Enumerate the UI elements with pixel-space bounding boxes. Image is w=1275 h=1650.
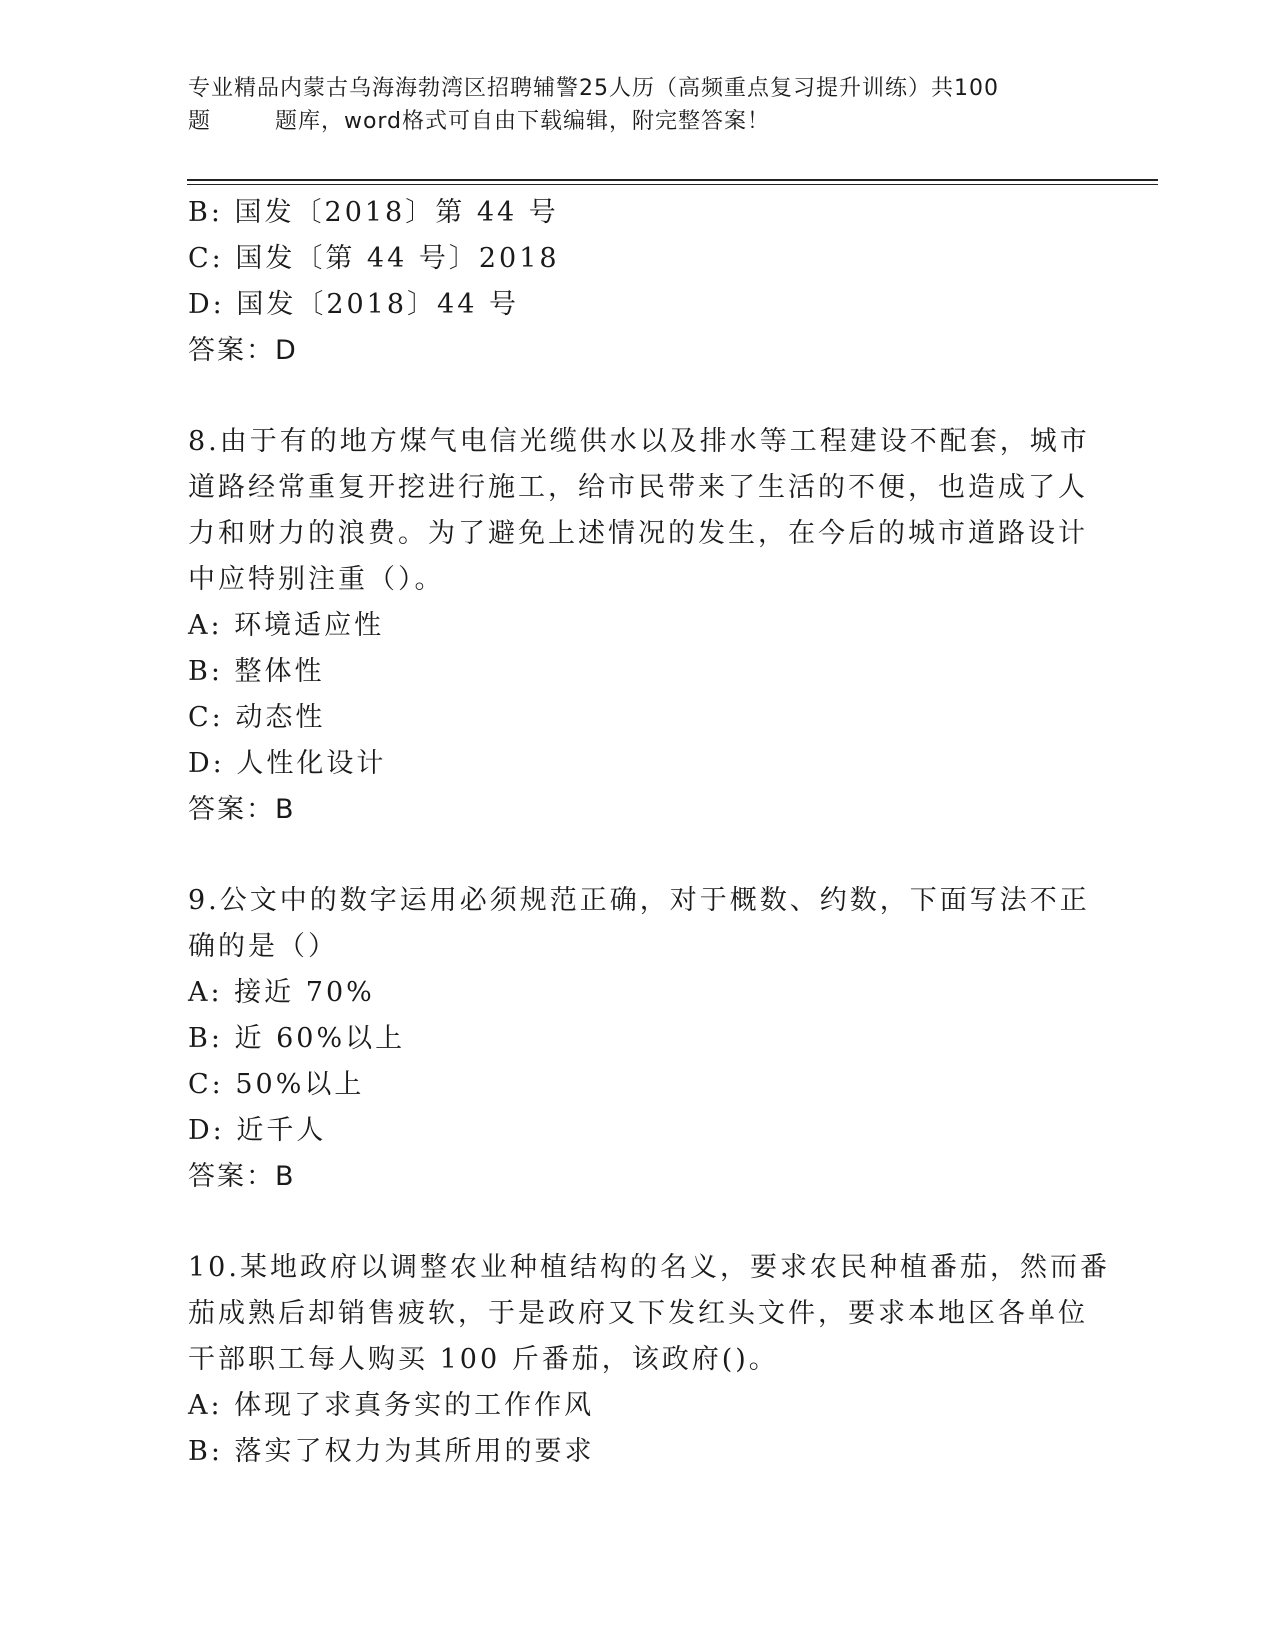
option-a: A: 接近 70% — [188, 977, 375, 1008]
header-rule-thick — [187, 179, 1158, 181]
answer-line: 答案：D — [188, 335, 298, 366]
question-block-10 — [188, 1245, 1110, 1475]
question-text: 8.由于有的地方煤气电信光缆供水以及排水等工程建设不配套，城市 — [188, 426, 1090, 457]
option-a: A: 体现了求真务实的工作作风 — [188, 1390, 595, 1421]
question-text: 确的是（） — [188, 931, 338, 962]
question-text: 干部职工每人购买 100 斤番茄，该政府()。 — [188, 1344, 779, 1375]
question-block-7 — [188, 190, 1088, 374]
answer-line: 答案：B — [188, 794, 296, 825]
question-text: 中应特别注重（）。 — [188, 564, 445, 595]
option-b: B: 近 60%以上 — [188, 1023, 406, 1054]
option-a: A: 环境适应性 — [188, 610, 385, 641]
spacer — [188, 833, 1088, 878]
document-body — [188, 190, 1110, 1475]
answer-line: 答案：B — [188, 1161, 296, 1192]
question-block-8 — [188, 419, 1088, 833]
option-b: B: 落实了权力为其所用的要求 — [188, 1436, 595, 1467]
option-d: D: 国发〔2018〕44 号 — [188, 289, 519, 320]
spacer — [188, 1200, 1088, 1245]
header-line-1: 专业精品内蒙古乌海海勃湾区招聘辅警25人历（高频重点复习提升训练）共100 — [188, 76, 999, 101]
header-rule-thin — [187, 184, 1158, 185]
option-b: B: 整体性 — [188, 656, 325, 687]
option-d: D: 近千人 — [188, 1115, 327, 1146]
option-b: B: 国发〔2018〕第 44 号 — [188, 197, 559, 228]
spacer — [188, 374, 1088, 419]
option-c: C: 50%以上 — [188, 1069, 365, 1100]
question-text: 道路经常重复开挖进行施工，给市民带来了生活的不便，也造成了人 — [188, 472, 1088, 503]
header-line-2: 题 题库，word格式可自由下载编辑，附完整答案！ — [188, 109, 771, 134]
question-text: 9.公文中的数字运用必须规范正确，对于概数、约数，下面写法不正 — [188, 885, 1090, 916]
option-c: C: 国发〔第 44 号〕2018 — [188, 243, 560, 274]
document-header — [188, 72, 1088, 138]
option-d: D: 人性化设计 — [188, 748, 387, 779]
question-text: 10.某地政府以调整农业种植结构的名义，要求农民种植番茄，然而番 — [188, 1252, 1110, 1283]
question-text: 力和财力的浪费。为了避免上述情况的发生，在今后的城市道路设计 — [188, 518, 1088, 549]
question-block-9 — [188, 878, 1088, 1200]
option-c: C: 动态性 — [188, 702, 326, 733]
question-text: 茄成熟后却销售疲软，于是政府又下发红头文件，要求本地区各单位 — [188, 1298, 1088, 1329]
